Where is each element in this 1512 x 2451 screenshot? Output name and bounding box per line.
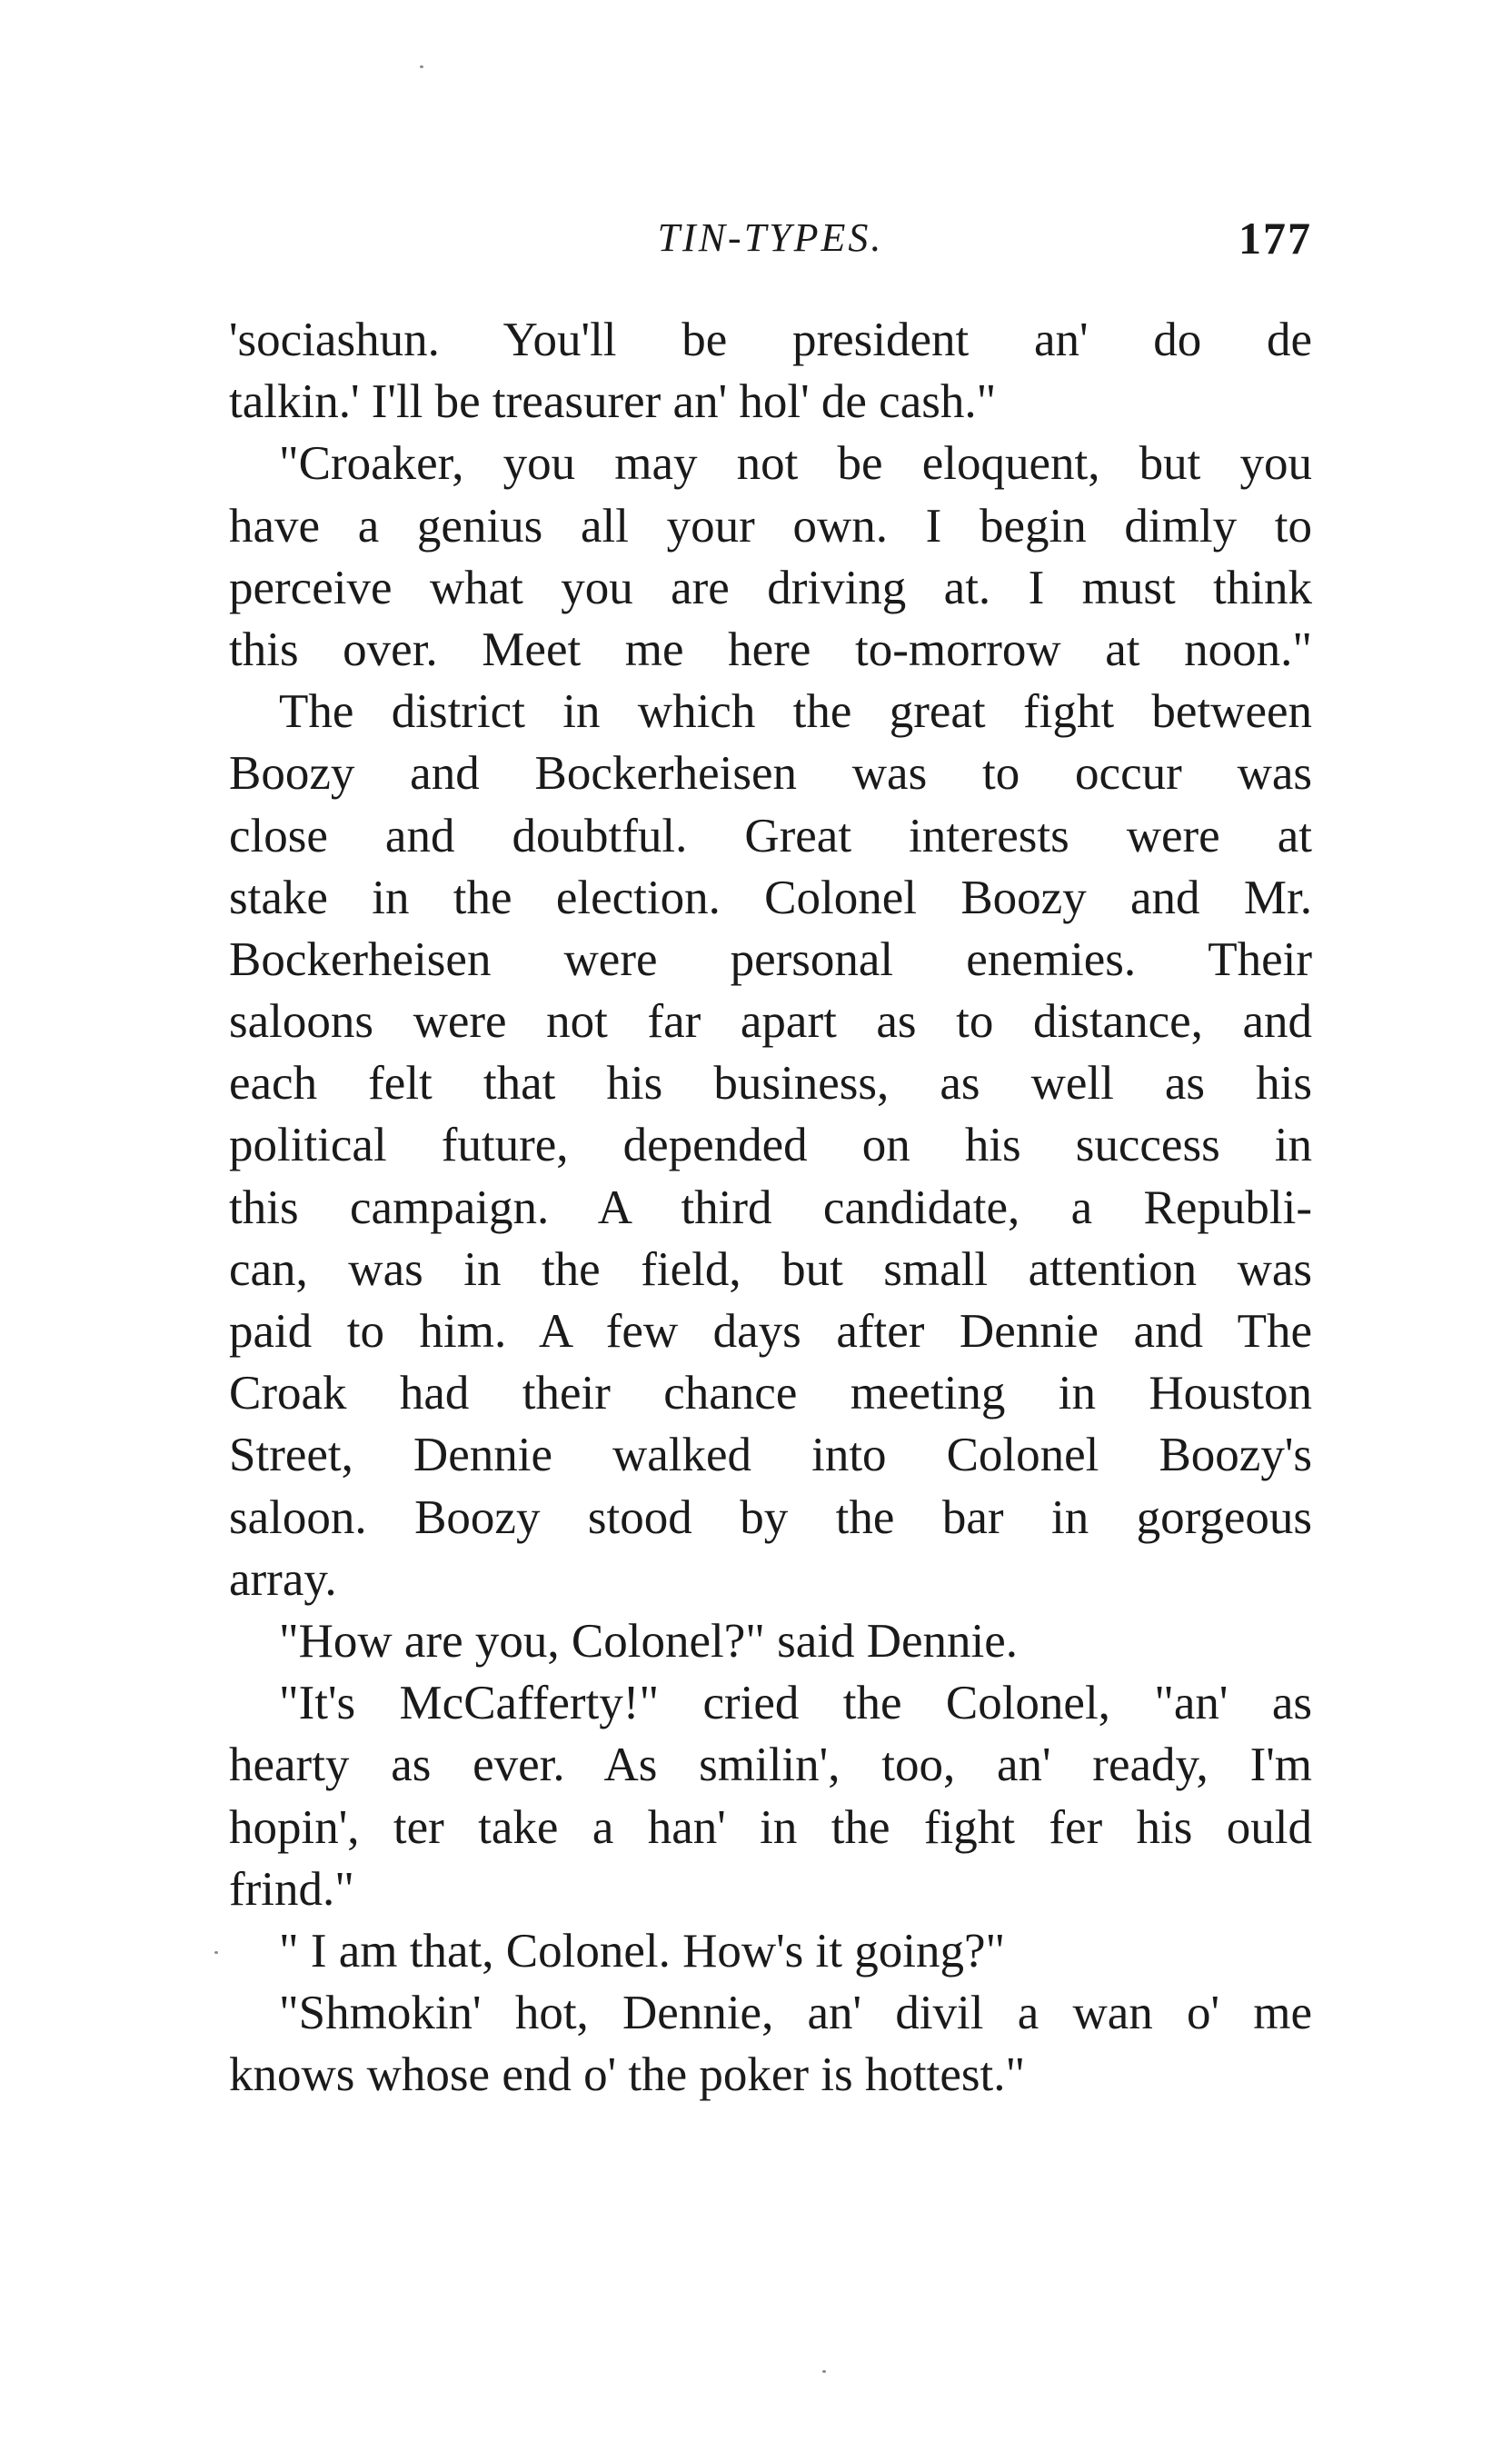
text-line: knows whose end o' the poker is hottest." bbox=[229, 2048, 1026, 2102]
text-line: can, was in the field, but small attention was bbox=[229, 1242, 1312, 1296]
text-line: "Shmokin' hot, Dennie, an' divil a wan o' me bbox=[279, 1987, 1312, 2040]
text-line: Boozy and Bockerheisen was to occur was bbox=[229, 747, 1312, 801]
text-line: have a genius all your own. I begin dimly to bbox=[229, 499, 1312, 553]
page-number: 177 bbox=[1238, 213, 1312, 264]
text-line: "Croaker, you may not be eloquent, but you bbox=[279, 437, 1312, 491]
body-text bbox=[229, 309, 1312, 2106]
text-line: frind." bbox=[229, 1862, 354, 1916]
text-line: talkin.' I'll be treasurer an' hol' de cash." bbox=[229, 375, 997, 429]
text-line: array. bbox=[229, 1552, 337, 1606]
text-line: each felt that his business, as well as his bbox=[229, 1057, 1312, 1111]
text-line: political future, depended on his success in bbox=[229, 1119, 1312, 1172]
text-line: this campaign. A third candidate, a Republi- bbox=[229, 1181, 1312, 1234]
paper-speck bbox=[420, 65, 423, 68]
text-line: " I am that, Colonel. How's it going?" bbox=[279, 1924, 1006, 1978]
text-line: perceive what you are driving at. I must think bbox=[229, 561, 1312, 614]
text-line: 'sociashun. You'll be president an' do de bbox=[229, 314, 1312, 366]
text-line: hopin', ter take a han' in the fight fer his ould bbox=[229, 1800, 1312, 1854]
text-line: saloons were not far apart as to distance, and bbox=[229, 995, 1312, 1049]
text-line: close and doubtful. Great interests were at bbox=[229, 809, 1312, 862]
text-line: Street, Dennie walked into Colonel Boozy's bbox=[229, 1429, 1312, 1482]
text-line: paid to him. A few days after Dennie and The bbox=[229, 1305, 1312, 1358]
text-line: stake in the election. Colonel Boozy and Mr. bbox=[229, 871, 1312, 924]
text-line: The district in which the great fight between bbox=[279, 685, 1312, 739]
text-line: hearty as ever. As smilin', too, an' ready, I'm bbox=[229, 1739, 1312, 1792]
running-head bbox=[229, 202, 1312, 274]
running-title: TIN-TYPES. bbox=[657, 215, 884, 260]
text-line: Bockerheisen were personal enemies. Their bbox=[229, 932, 1312, 986]
text-line: Croak had their chance meeting in Houston bbox=[229, 1367, 1312, 1420]
text-line: "It's McCafferty!" cried the Colonel, "an' as bbox=[279, 1677, 1312, 1730]
paper-speck bbox=[214, 1951, 218, 1954]
text-line: saloon. Boozy stood by the bar in gorgeous bbox=[229, 1490, 1312, 1544]
text-line: "How are you, Colonel?" said Dennie. bbox=[279, 1614, 1019, 1668]
text-line: this over. Meet me here to-morrow at noon." bbox=[229, 623, 1312, 676]
paper-speck bbox=[822, 2370, 826, 2373]
